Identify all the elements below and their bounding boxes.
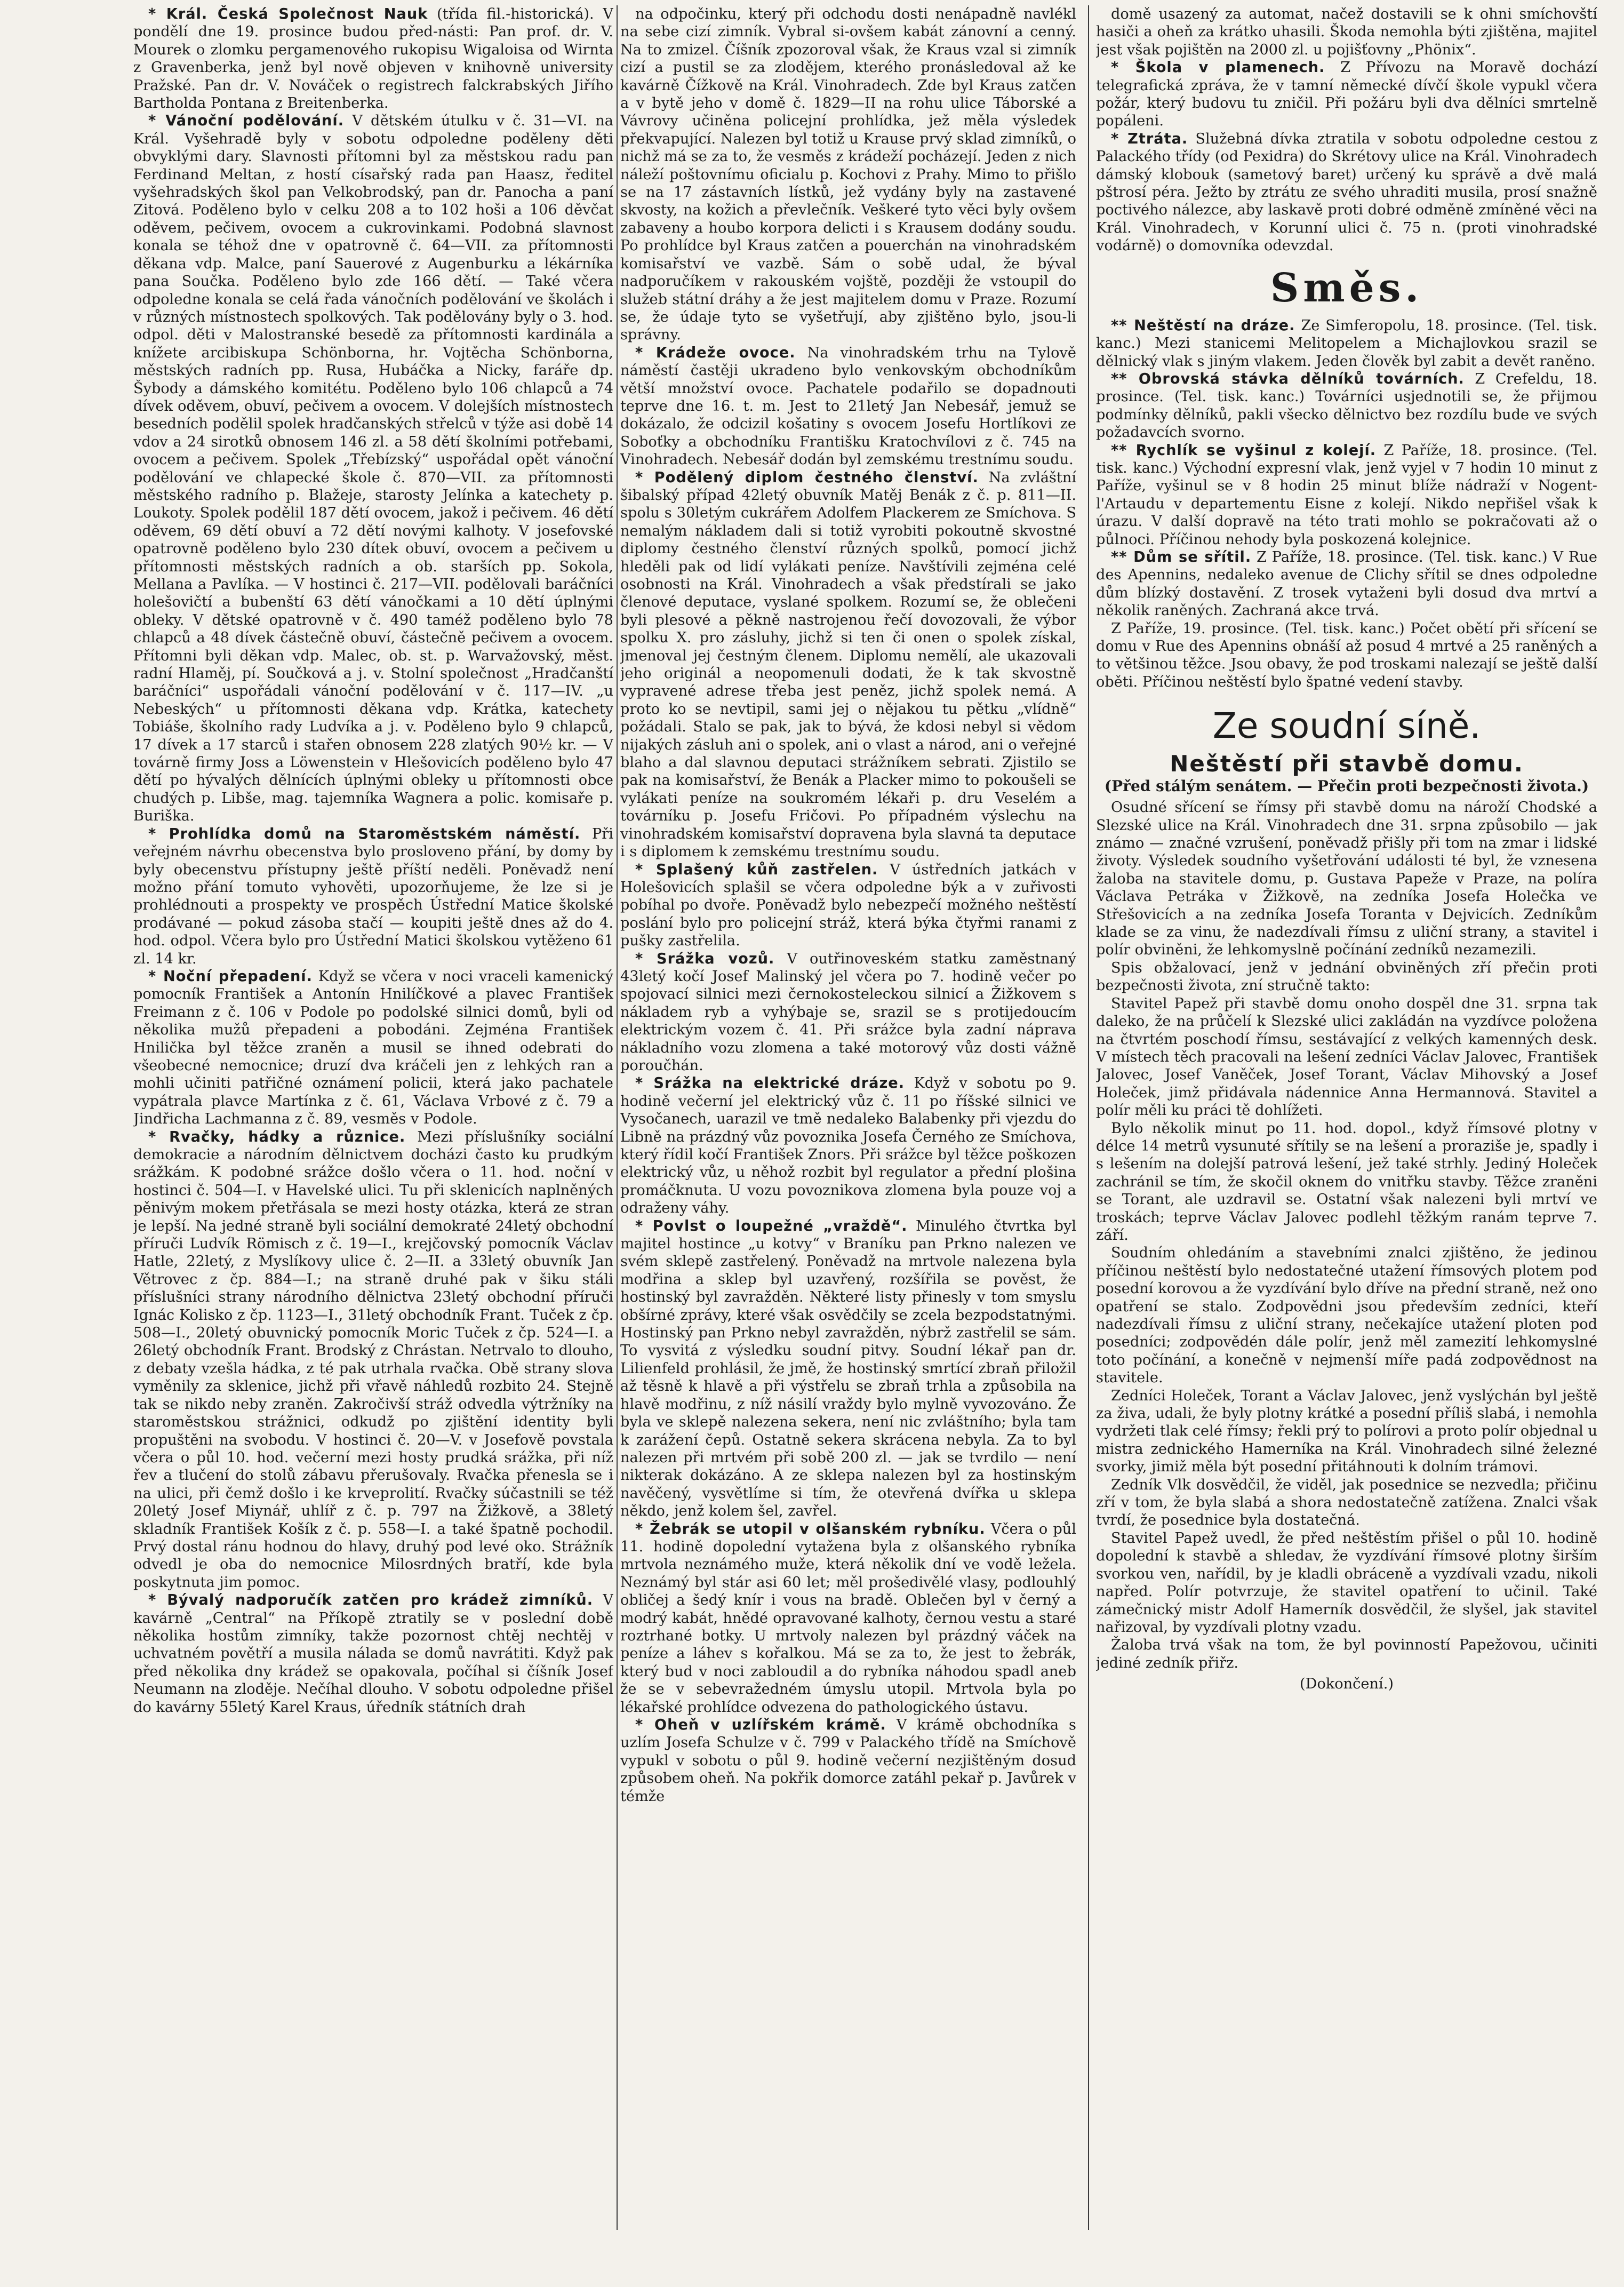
column-divider xyxy=(1088,5,1089,2230)
news-paragraph xyxy=(1096,5,1597,59)
news-headline: * Srážka vozů. xyxy=(635,950,775,967)
news-paragraph xyxy=(620,1716,1076,1805)
news-paragraph xyxy=(1096,1636,1597,1672)
news-body: V kavárně „Central“ na Příkopě ztratily se v poslední době několika hostům zimníky, takže pozornost chtěj nechtěj v uchvatném povětří a musila nálada se domů navrátiti. Když pak před několika dny krádež se opakovala, počíhal si číšník Josef Neumann na zloděje. Nečíhal dlouho. V sobotu odpoledne přišel do kavárny 55letý Karel Kraus, úředník státních drah xyxy=(133,1592,613,1716)
column-middle xyxy=(620,5,1076,2230)
news-body: Při veřejném návrhu obecenstva bylo prosloveno přání, by domy by byly obecenstvu přístupny ještě příští neděli. Poněvadž není možno přání tomuto vyhověti, upozorňujeme, že lze si je prohlédnouti a prospekty ve prospěch Ústřední Matice školské prodávané — pokud zásoba stačí — koupiti ještě dnes až do 4. hod. odpol. Včera bylo pro Ústřední Matici školskou vytěženo 61 zl. 14 kr. xyxy=(133,825,613,967)
news-body: Osudné sřícení se římsy při stavbě domu na nároží Chodské a Slezské ulice na Král. Vinohradech dne 31. srpna způsobilo — jak známo — značné vzrušení, poněvadž přišly při tom na zmar i lidské životy. Výsledek soudního vyšetřování události té byl, že vznesena žaloba na stavitele domu, p. Gustava Papeže v Praze, na políra Václava Petráka v Žižkově, na zedníka Josefa Holečka ve Střešovicích a na zedníka Josefa Toranta v Dejvicích. Zedníkům klade se za vinu, že nadezdívali římsu z uliční strany, a stavitel i polír obviněni, že lehkomyslně počínání zedníků nezamezili. xyxy=(1096,799,1597,959)
news-paragraph xyxy=(133,825,613,968)
news-body: Mezi příslušníky sociální demokracie a národním dělnictvem docházi často ku prudkým srážkám. K podobné srážce došlo včera o 11. hod. noční v hostinci č. 504—I. v Havelské ulici. Tu při sklenicích naplněných pěnivým mokem přetřásala se mezi hosty otázka, která ze stran je lepší. Na jedné straně byli sociální demokraté 24letý obchodní příruči Ludvík Römisch z č. 19—I., krejčovský pomocník Václav Hatle, 22letý, z Myslíkovy ulice č. 2—II. a 33letý obuvník Jan Větrovec z čp. 884—I.; na straně druhé pak v šiku stáli příslušníci strany národního dělnictva 23letý obchodní příruči Ignác Kolisko z čp. 1123—I., 31letý obchodník Frant. Tuček z čp. 508—I., 20letý obuvnický pomocník Moric Tuček z čp. 524—I. a 26letý obchodník Frant. Brodský z Chrástan. Netrvalo to dlouho, z debaty vzešla hádka, z té pak utrhala rvačka. Obě strany slova vyměnily za sklenice, jichž při vřavě náhledů rozbito 24. Stejně tak se nikdo neby zraněn. Zakročivší stráž odvedla výtržníky na staroměstskou strážnici, odkudž po zjištění identity byli propuštěni na svobodu. V hostinci č. 20—V. v Josefově povstala včera o půl 10. hod. večerní mezi hosty prudká srážka, při níž řev a tlučení do stolů zábavu přerušovaly. Rvačka přenesla se i na ulici, při čemž došlo i ke krveprolití. Rvačky súčastnili se též 20letý Josef Miynář, uhlíř z č. p. 797 na Žižkově, a 38letý skladník František Košík z č. p. 558—I. a také špatně pochodil. Prvý dostal ránu hodnou do hlavy, druhý pod levé oko. Strážník odvedl je oba do nemocnice Milosrdných bratří, kde byla poskytnuta jim pomoc. xyxy=(133,1128,613,1591)
news-body: Žaloba trvá však na tom, že byl povinností Papežovou, učiniti jediné zedník přiřz. xyxy=(1096,1637,1597,1671)
news-body: V dětském útulku v č. 31—VI. na Král. Vyšehradě byly v sobotu odpoledne poděleny děti obvyklými dary. Slavnosti přítomni byl za městskou radu pan Ferdinand Meltan, z hostí císařský rada pan Haasz, ředitel vyšehradských škol pan Velkobrodský, pan dr. Panocha a paní Zitová. Poděleno bylo v celku 208 a to 102 hoši a 106 děvčat oděvem, pečivem, ovocem a cukrovinkami. Podobná slavnost konala se téhož dne v opatrovně č. 64—VII. za přítomnosti děkana vdp. Malce, paní Sauerové z Augenburku a lékárníka pana Součka. Poděleno bylo zde 166 dětí. — Také včera odpoledne konala se celá řada vánočních podělování ve školách i v různých místnostech spolkových. Tak podělovány byly o 3. hod. odpol. děti v Malostranské besedě za přítomnosti kardinála a knížete arcibiskupa Schönborna, hr. Vojtěcha Schönborna, městských radních pp. Rusa, Hubáčka a Nicky, faráře dp. Šybody a dámského komitétu. Poděleno bylo 106 chlapců a 74 dívek oděvem, obuví, pečivem a ovocem. V dolejších místnostech besedních podělil spolek hradčanských střelců v týže asi době 14 vdov a 24 sirotků obnosem 146 zl. a 58 dětí školními potřebami, ovocem a pečivem. Spolek „Třebízský“ uspořádal opět vánoční podělování ve chlapecké škole č. 870—VII. za přítomnosti městského radního p. Blažeje, starosty Jelínka a katechety p. Loukoty. Spolek podělil 187 dětí ovocem, jakož i pečivem. 46 dětí oděvem, 69 dětí obuví a 72 dětí novými kalhoty. V josefovské opatrovně poděleno bylo 230 dítek obuví, ovocem a pečivem u přítomnosti městských radních a ob. starších pp. Sokola, Mellana a Pavlíka. — V hostinci č. 217—VII. podělovali baráčníci holešovičtí a bubenští 63 dětí vánočkami a 10 dětí úplnými obleky. V dětské opatrovně v č. 490 taméž poděleno bylo 78 chlapců a 48 dívek částečně obuví, částečně pečivem a ovocem. Přítomni byli děkan vdp. Malec, ob. st. p. Warvažovský, měst. radní Hlaměj, pí. Součková a j. v. Stolní společnost „Hradčanští baráčníci“ uspořádali vánoční podělování v č. 117—IV. „u Nebeských“ u přítomnosti děkana vdp. Krátka, katechety Tobiáše, školního rady Ludvíka a j. v. Poděleno bylo 9 chlapců, 17 dívek a 17 starců i stařen obnosem 228 zlatých 90½ kr. — V továrně firmy Joss a Löwenstein v Hlešovicích poděleno bylo 47 dětí po hývalých dělnících úplnými obleky u přítomnosti obce chudých p. Libše, mag. tajemníka Wagnera a polic. komisaře p. Buriška. xyxy=(133,113,613,825)
news-paragraph xyxy=(133,968,613,1128)
news-paragraph xyxy=(620,950,1076,1075)
news-paragraph xyxy=(620,344,1076,469)
news-body: V ústředních jatkách v Holešovicích splašil se včera odpoledne býk a v zuřivosti pobíhal po dvoře. Poněvadž bylo nebezpečí možného neštěstí poslání bylo pro policejní stráž, která býka čtyřmi ranami z pušky zastřelila. xyxy=(620,861,1076,950)
news-paragraph xyxy=(1096,1529,1597,1636)
news-headline: ** Dům se sřítil. xyxy=(1111,548,1252,565)
news-headline: * Oheň v uzlířském krámě. xyxy=(635,1717,886,1733)
news-body: Včera o půl 11. hodině dopolední vytažena byla z olšanského rybníka mrtvola neznámého muže, která několik dní ve vodě ležela. Neznámý byl stár asi 60 let; měl prošedivělé vlasy, podlouhlý obličej a šedý knír i vous na bradě. Oblečen byl v černý a modrý kabát, hnědé opravované kalhoty, černou vestu a staré roztrhané botky. U mrtvoly nalezen byl prázdný váček na peníze a láhev s kořalkou. Má se za to, že jest to žebrák, který bud v noci zabloudil a do rybníka náhodou spadl aneb že se v sebevražedném úmyslu utopil. Mrtvola byla po lékařské prohlídce odvezena do pathologického ústavu. xyxy=(620,1520,1076,1716)
local-news-block xyxy=(1096,5,1597,255)
news-body: Spis obžalovací, jenž v jednání obviněných zří přečin proti bezpečnosti života, zní stručně takto: xyxy=(1096,959,1597,994)
news-body: V krámě obchodníka s uzlím Josefa Schulze v č. 799 v Palackého třídě na Smíchově vypukl v sobotu o půl 9. hodině večerní nezjištěným dosud způsobem oheň. Na pokřik domorce zatáhl pekař p. Javůrek v témže xyxy=(620,1717,1076,1805)
news-headline: * Podělený diplom čestného členství. xyxy=(635,469,979,486)
court-article-title: Neštěstí při stavbě domu. xyxy=(1170,751,1524,777)
news-paragraph xyxy=(1096,959,1597,995)
news-body: (třída fil.-historická). V pondělí dne 19. prosince budou před-násti: Pan prof. dr. V. Mourek o zlomku pergamenového rukopisu Wigaloisa od Wirnta z Gravenberka, jenž byl nově objeven v knihovně university Pražské. Pan dr. V. Nováček o registrech falckrabských Jiřího Bartholda Pontana z Breitenberka. xyxy=(133,6,613,112)
news-body: Z Přívozu na Moravě dochází telegrafická zpráva, že v tamní německé dívčí škole vypukl včera požár, který budovu tu zničil. Při požáru byli dva dělníci smrtelně popáleni. xyxy=(1096,59,1597,130)
column-right xyxy=(1096,5,1597,2230)
court-article-subtitle: (Před stálým senátem. — Přečin proti bezpečnosti života.) xyxy=(1104,777,1589,795)
news-paragraph xyxy=(620,861,1076,950)
news-headline: * Prohlídka domů na Staroměstském náměstí. xyxy=(148,825,581,842)
news-headline: * Splašený kůň zastřelen. xyxy=(635,861,878,878)
news-body: Když v sobotu po 9. hodině večerní jel elektrický vůz č. 11 po říšské silnici ve Vysočanech, uarazil ve tmě nedaleko Balabenky při vjezdu do Libně na prázdný vůz povoznika Josefa Černého ze Smíchova, který řídil kočí František Znors. Při srážce byl těžce poškozen elektrický vůz, u něhož rozbit byl regulator a přední plošina promáčknuta. U vozu povoznikova zlomena byla pouze voj a odraženy váhy. xyxy=(620,1075,1076,1217)
news-paragraph xyxy=(1096,1476,1597,1529)
section-heading-smes: Směs. xyxy=(1270,265,1423,311)
court-article-body xyxy=(1096,799,1597,1672)
news-paragraph xyxy=(1096,1387,1597,1476)
news-body: Ze Simferopolu, 18. prosince. (Tel. tisk. kanc.) Mezi stanicemi Melitopelem a Michajlovkou srazil se dělnický vlak s jiným vlakem. Jeden člověk byl zabit a devět raněno. xyxy=(1096,317,1597,370)
news-headline: * Rvačky, hádky a různice. xyxy=(148,1128,406,1145)
news-paragraph xyxy=(1096,799,1597,959)
section-heading-court: Ze soudní síně. xyxy=(1212,705,1481,747)
news-paragraph xyxy=(620,1074,1076,1217)
news-body: na odpočinku, který při odchodu dosti nenápadně navlékl na sebe cizí zimník. Vybral si-ovšem kabát zánovní a cenný. Na to zmizel. Číšník zpozoroval však, že Kraus vzal si zimník cizí a pustil se za zlodějem, kterého pronásledoval až ke kavárně Čížkově na Král. Vinohradech. Zde byl Kraus zatčen a v bytě jeho v domě č. 1829—II na rohu ulice Táborské a Vávrovy učiněna policejní prohlídka, jež měla výsledek překvapující. Nalezen byl totiž u Krause prvý sklad zimníků, o nichž má se za to, že vesměs z krádeží pocházejí. Jeden z nich náleží poštovnímu oficialu p. Kochovi z Prahy. Mimo to přišlo se na 17 zástavních lístků, jež vydány byly na zastavené skvosty, na kožich a převlečník. Veškeré tyto věci byly ovšem zabaveny a houbo korpora delicti i s Krausem dodány soudu. Po prohlídce byl Kraus zatčen a pouerchán na vinohradském komisařství ve vazbě. Sám o sobě udal, že býval nadporučíkem v rakouském vojště, později že vstoupil do služeb státní dráhy a že jest majitelem domu v Praze. Rozumí se, že údaje tyto se vyšetřují, aby zjištěno bylo, jsou-li správny. xyxy=(620,6,1076,344)
news-paragraph xyxy=(1096,620,1597,691)
news-body: Z Paříže, 18. prosince. (Tel. tisk. kanc.) Východní expresní vlak, jenž vyjel v 7 hodin 10 minut z Paříže, vyšinul se v 8 hodin 25 minut blíže nádraží v Nogent-l'Artaudu v departementu Eisne z kolejí. Nikdo nepřišel však k úrazu. V další dopravě na této trati mohlo se pokračovati až o půlnoci. Příčinou nehody byla poskozená kolejnice. xyxy=(1096,442,1597,548)
column-left xyxy=(133,5,613,2230)
news-headline: * Král. Česká Společnost Nauk xyxy=(148,6,428,22)
news-body: Z Paříže, 18. prosince. (Tel. tisk. kanc.) V Rue des Apennins, nedaleko avenue de Clichy sřítil se dnes odpoledne dům blízký dostavění. Z trosek vytaženi byli dosud dva mrtví a několik raněných. Zachraná akce trvá. xyxy=(1096,548,1597,619)
news-headline: * Noční přepadení. xyxy=(148,968,313,985)
news-body: Služebná dívka ztratila v sobotu odpoledne cestou z Palackého třídy (od Pexidra) do Skrétovy ulice na Král. Vinohradech dámský klobouk (sametový baret) určený ku správě a dvě malá pštrosí péra. Ježto by ztrátu ze svého uhraditi musila, prosí snažně poctivého nálezce, aby laskavě proti dobré odměně zmíněné věci na Král. Vinohradech, v Korunní ulici č. 75 n. (proti vinohradské vodárně) o domovníka odevzdal. xyxy=(1096,130,1597,254)
news-paragraph xyxy=(620,469,1076,861)
news-paragraph xyxy=(620,1217,1076,1520)
news-headline: ** Neštěstí na dráze. xyxy=(1111,317,1295,334)
news-body: Na zvláštní šibalský případ 42letý obuvník Matěj Benák z č. p. 811—II. spolu s 30letým cukrářem Adolfem Plackerem ze Smíchova. S nemalým nákladem dali si totiž vyrobiti pokoutně skvostné diplomy čestného členství různých spolků, pomocí jichž hleděli pak od lidí vylákati peníze. Navštívili zejména celé osobnosti na Král. Vinohradech a však předstírali se jako členové deputace, vyslané spolkem. Rozumí se, že oblečeni byli plesové a pěkně nastrojenou řečí dovozovali, že výbor spolku X. pro zásluhy, jichž si ten či onen o spolek získal, jmenoval jej čestným členem. Diplomu nemělí, ale ukazovali jeho originál a neopomenuli dodati, že k tak skvostně vypravené adrese třeba jest peněz, jichž spolek nemá. A proto ko se nevtipil, sami jej o nějakou tu pětku „vlídně“ požádali. Stalo se pak, jak to bývá, že kdosi nebyl si vědom nijakých zásluh ani o spolek, ani o vlast a národ, ani o veřejné blaho a dal slavnou deputaci strážníkem sebrati. Zjistilo se pak na komisařství, že Benák a Placker mimo to pokoušeli se vylákati peníze na soukromém lékaři p. dru Veselém a továrníku p. Josefu Fričovi. Po případném výslechu na vinohradském komisařství dopravena byla slavná ta deputace i s diplomem k zemskému trestnímu soudu. xyxy=(620,469,1076,860)
continued-note: (Dokončení.) xyxy=(1300,1676,1394,1693)
news-headline: ** Obrovská stávka dělníků továrních. xyxy=(1111,370,1465,387)
news-body: V outřinoveském statku zaměstnaný 43letý kočí Josef Malinský jel včera po 7. hodině večer po spojovací silnici mezi černokosteleckou silnicí a Žižkovem s nákladem ryb a vyhýbaje se, srazil se s protijedoucím elektrickým vozem č. 41. Při srážce byla zadní náprava nákladního vozu zlomena a také motorový vůz dosti vážně poroučhán. xyxy=(620,950,1076,1074)
news-body: Minulého čtvrtka byl majitel hostince „u kotvy“ v Braníku pan Prkno nalezen ve svém sklepě zastřelený. Poněvadž na mrtvole nalezena byla modřina a sklep byl uzavřený, rozšířila se pověst, že hostinský byl zavražděn. Některé listy přinesly v tom smyslu obšírné zprávy, které však osvědčily se zcela bezpodstatnými. Hostinský pan Prkno nebyl zavražděn, nýbrž zastřelil se sám. To vysvitá z výsledku soudní pitvy. Soudní lékař pan dr. Lilienfeld prohlásil, že jmě, že hostinský smrtící zbraň přiložil až těsně k hlavě a při výstřelu se zbraň trhla a způsobila na hlavě modřinu, z níž násilí vraždy bylo mylně vyvozováno. Že byla ve sklepě nalezena sekera, není nic zvláštního; byla tam k zarážení čepů. Ostatně sekera skrácena nebyla. Za to byl nalezen při mrtvém při sobě 200 zl. — jak se tvrdilo — není nikterak dokázáno. A ze sklepa nalezen byl za hostinským navěčený, vysvětlíme si tím, že otevřená dvířka u sklepa někdo, jenž kolem šel, zavřel. xyxy=(620,1217,1076,1520)
news-paragraph xyxy=(1096,548,1597,620)
news-paragraph xyxy=(1096,370,1597,442)
news-headline: * Krádeže ovoce. xyxy=(635,344,796,361)
news-paragraph xyxy=(133,5,613,112)
news-paragraph xyxy=(1096,317,1597,370)
news-headline: * Vánoční podělování. xyxy=(148,113,345,130)
news-paragraph xyxy=(1096,1244,1597,1386)
news-headline: * Bývalý nadporučík zatčen pro krádež zimníků. xyxy=(148,1592,594,1609)
news-body: Bylo několik minut po 11. hod. dopol., když římsové plotny v délce 14 metrů vysunuté sřítily se na lešení a proraziše je, spadly i s lešením na dolejší patrová lešení, jež také strhly. Jediný Holeček zachránil se tím, že skočil oknem do vnitřku stavby. Těžce zraněni se Torant, ale uzdravil se. Ostatní však nalezeni byli mrtví ve troskách; teprve Václav Jalovec podlehl těžkým ranám teprve 7. září. xyxy=(1096,1120,1597,1244)
column-divider xyxy=(617,5,618,2230)
news-body: domě usazený za automat, načež dostavili se k ohni smíchovští hasiči a oheň za krátko uhasili. Škoda nemohla býti zjištěna, majitel jest však pojištěn na 2000 zl. u pojišťovny „Phönix“. xyxy=(1096,6,1597,58)
news-headline: * Ztráta. xyxy=(1111,130,1188,147)
news-body: Z Paříže, 19. prosince. (Tel. tisk. kanc.) Počet obětí při sřícení se domu v Rue des Apennins obnáší až posud 4 mrtvé a 25 raněných a to většinou těžce. Jsou obavy, že pod troskami nalezají se ještě další oběti. Příčinou neštěstí bylo špatné vedení stavby. xyxy=(1096,620,1597,690)
news-paragraph xyxy=(620,1520,1076,1716)
news-body: Z Crefeldu, 18. prosince. (Tel. tisk. kanc.) Továrníci usjednotili se, že přijmou podmínky dělníků, pakli všecko dělnictvo bez rozdílu bude ve svých požadavcích svorno. xyxy=(1096,370,1597,441)
news-paragraph xyxy=(1096,130,1597,255)
news-body: Stavitel Papež při stavbě domu onoho dospěl dne 31. srpna tak daleko, že na průčelí k Slezské ulici zakládán na vyzdívce položena na čtvrtém poschodí římsu, sestávající z velkých kamenných desk. V místech těch pracovali na lešení zedníci Václav Jalovec, František Jalovec, Josef Vaněček, Josef Torant, Václav Mihovský a Josef Holeček, jimž přidávala nádennice Anna Hermannová. Stavitel a polír měli ku práci tě dohlížeti. xyxy=(1096,995,1597,1119)
news-paragraph xyxy=(1096,995,1597,1120)
news-body: Když se včera v noci vraceli kamenický pomocník František a Antonín Hnilíčkové a plavec František Freimann z č. 106 v Podole po podolské silnici domů, byli od několika mužů přepadeni a pobodáni. Zejména František Hnilička byl těžce zraněn a musil se ihned odebrati do všeobecné nemocnice; druzí dva kráčeli jen z lehkých ran a mohli učiniti patřičné oznámení policii, která jako pachatele vypátrala plavce Martínka z č. 61, Václava Vrbové z č. 79 a Jindřicha Lachmanna z č. 89, vesměs v Podole. xyxy=(133,968,613,1128)
news-body: Zedníci Holeček, Torant a Václav Jalovec, jenž vyslýchán byl ještě za živa, udali, že byly plotny krátké a posední příliš slabá, i nemohla vydržeti tlak celé římsy; řekli prý to polírovi a proto polír objednal u mistra zednického Hamerníka na Král. Vinohradech silné železné svorky, jimiž měla být posední přitáhnouti k dolním trámovi. xyxy=(1096,1387,1597,1476)
news-headline: * Srážka na elektrické dráze. xyxy=(635,1075,905,1092)
news-headline: * Škola v plamenech. xyxy=(1111,59,1325,76)
news-headline: * Povlst o loupežné „vraždě“. xyxy=(635,1217,908,1234)
news-paragraph xyxy=(1096,59,1597,130)
news-body: Na vinohradském trhu na Tylově náměstí častěji ukradeno bylo venkovským obchodníkům větší množství ovoce. Pachatele podařilo se dopadnouti teprve dne 16. t. m. Jest to 21letý Jan Nebesář, jemuž se dokázalo, že odcizil košatiny s ovocem Josefu Hortlíkovi ze Soboťky a obchodníku Františku Kratochvílovi z č. 745 na Vinohradech. Nebesář dodán byl zemskému trestnímu soudu. xyxy=(620,344,1076,468)
news-body: Zedník Vlk dosvědčil, že viděl, jak posednice se nezvedla; přičinu zří v tom, že byla slabá a shora nedostatečně zatížena. Znalci však tvrdí, že posednice byla dostatečná. xyxy=(1096,1476,1597,1529)
news-headline: ** Rychlík se vyšinul z kolejí. xyxy=(1111,442,1377,459)
news-paragraph xyxy=(1096,1120,1597,1245)
news-paragraph xyxy=(133,1591,613,1716)
news-paragraph xyxy=(1096,442,1597,548)
news-paragraph xyxy=(133,112,613,825)
news-paragraph xyxy=(620,5,1076,344)
news-headline: * Žebrák se utopil v olšanském rybníku. xyxy=(635,1520,986,1537)
miscellany-block xyxy=(1096,317,1597,691)
news-body: Stavitel Papež uvedl, že před neštěstím přišel o půl 10. hodině dopolední k stavbě a shledav, že vyzdívání římsové plotny širším svorkou ven, nařídil, by je kladli obráceně a vyzdívali vzadu, nikoli napřed. Polír potvrzuje, že stavitel opatření to učinil. Také zámečnický mistr Adolf Hamerník dosvědčil, že slyšel, jak stavitel nařizoval, by vyzdívali plotny vzadu. xyxy=(1096,1529,1597,1636)
news-paragraph xyxy=(133,1128,613,1592)
news-body: Soudním ohledáním a stavebními znalci zjištěno, že jedinou příčinou neštěstí bylo nedostatečné utažení římsových plotem pod posední korovou a že vyzdívání bylo dříve na přední straně, než ono opatření se stalo. Zodpovědni jsou především zedníci, kteří nadezdívali římsu z uliční strany, nečekajíce utažení ploten pod posedníci; zodpovědén dále polír, jenž měl zamezití lehkomyslné toto počínání, a konečně v nejmenší míře padá zodpovědnost na stavitele. xyxy=(1096,1245,1597,1386)
